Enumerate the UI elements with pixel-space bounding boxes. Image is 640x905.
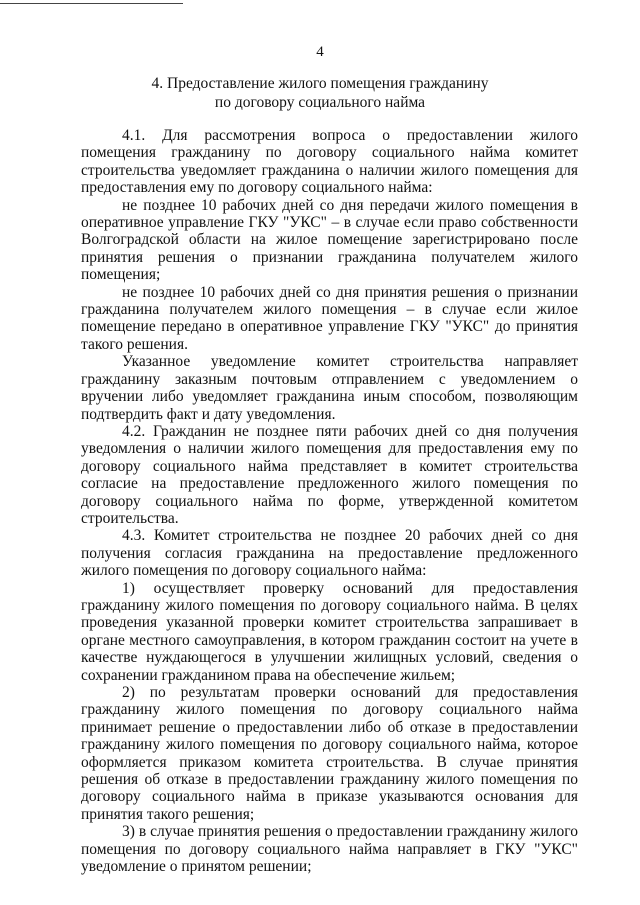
- paragraph-item-3: 3) в случае принятия решения о предоставлении гражданину жилого помещения по договору социального найма направляет в ГКУ "УКС" уведомление о принятом решении;: [81, 823, 578, 876]
- document-body: [81, 127, 578, 875]
- top-rule: [0, 3, 183, 4]
- paragraph-4-3: 4.3. Комитет строительства не позднее 20 рабочих дней со дня получения согласия гражданина на предоставление предложенного жилого помещения по договору социального найма:: [81, 527, 578, 580]
- paragraph-item-1: 1) осуществляет проверку оснований для предоставления гражданину жилого помещения по договору социального найма. В целях проведения указанной проверки комитет строительства запрашивает в органе местного самоуправления, в котором гражданин состоит на учете в качестве нуждающегося в улучшении жилищных условий, сведения о сохранении гражданином права на обеспечение жильем;: [81, 579, 578, 684]
- section-heading: [0, 74, 640, 112]
- paragraph-4-1: 4.1. Для рассмотрения вопроса о предоставлении жилого помещения гражданину по договору социального найма комитет строительства уведомляет гражданина о наличии жилого помещения для предоставления ему по договору социального найма:: [81, 127, 578, 197]
- page-number: 4: [316, 44, 324, 60]
- section-heading-line-1: 4. Предоставление жилого помещения гражданину: [151, 75, 489, 92]
- section-heading-line-2: по договору социального найма: [214, 94, 426, 111]
- paragraph-4-2: 4.2. Гражданин не позднее пяти рабочих дней со дня получения уведомления о наличии жилого помещения для предоставления ему по договору социального найма представляет в комитет строительства согласие на предоставление предложенного жилого помещения по договору социального найма по форме, утвержденной комитетом строительства.: [81, 422, 578, 527]
- paragraph-notification: Указанное уведомление комитет строительства направляет гражданину заказным почтовым отправлением с уведомлением о вручении либо уведомляет гражданина иным способом, позволяющим подтвердить факт и дату уведомления.: [81, 353, 578, 423]
- paragraph-deadline-transfer: не позднее 10 рабочих дней со дня передачи жилого помещения в оперативное управление ГКУ "УКС" – в случае если право собственности Волгоградской области на жилое помещение зарегистрировано после принятия решения о признании гражданина получателем жилого помещения;: [81, 196, 578, 284]
- paragraph-item-2: 2) по результатам проверки оснований для предоставления гражданину жилого помещения по договору социального найма принимает решение о предоставлении либо об отказе в предоставлении гражданину жилого помещения по договору социального найма, которое оформляется приказом комитета строительства. В случае принятия решения об отказе в предоставлении гражданину жилого помещения по договору социального найма в приказе указываются основания для принятия такого решения;: [81, 684, 578, 823]
- paragraph-deadline-decision: не позднее 10 рабочих дней со дня принятия решения о признании гражданина получателем жилого помещения – в случае если жилое помещение передано в оперативное управление ГКУ "УКС" до принятия такого решения.: [81, 283, 578, 353]
